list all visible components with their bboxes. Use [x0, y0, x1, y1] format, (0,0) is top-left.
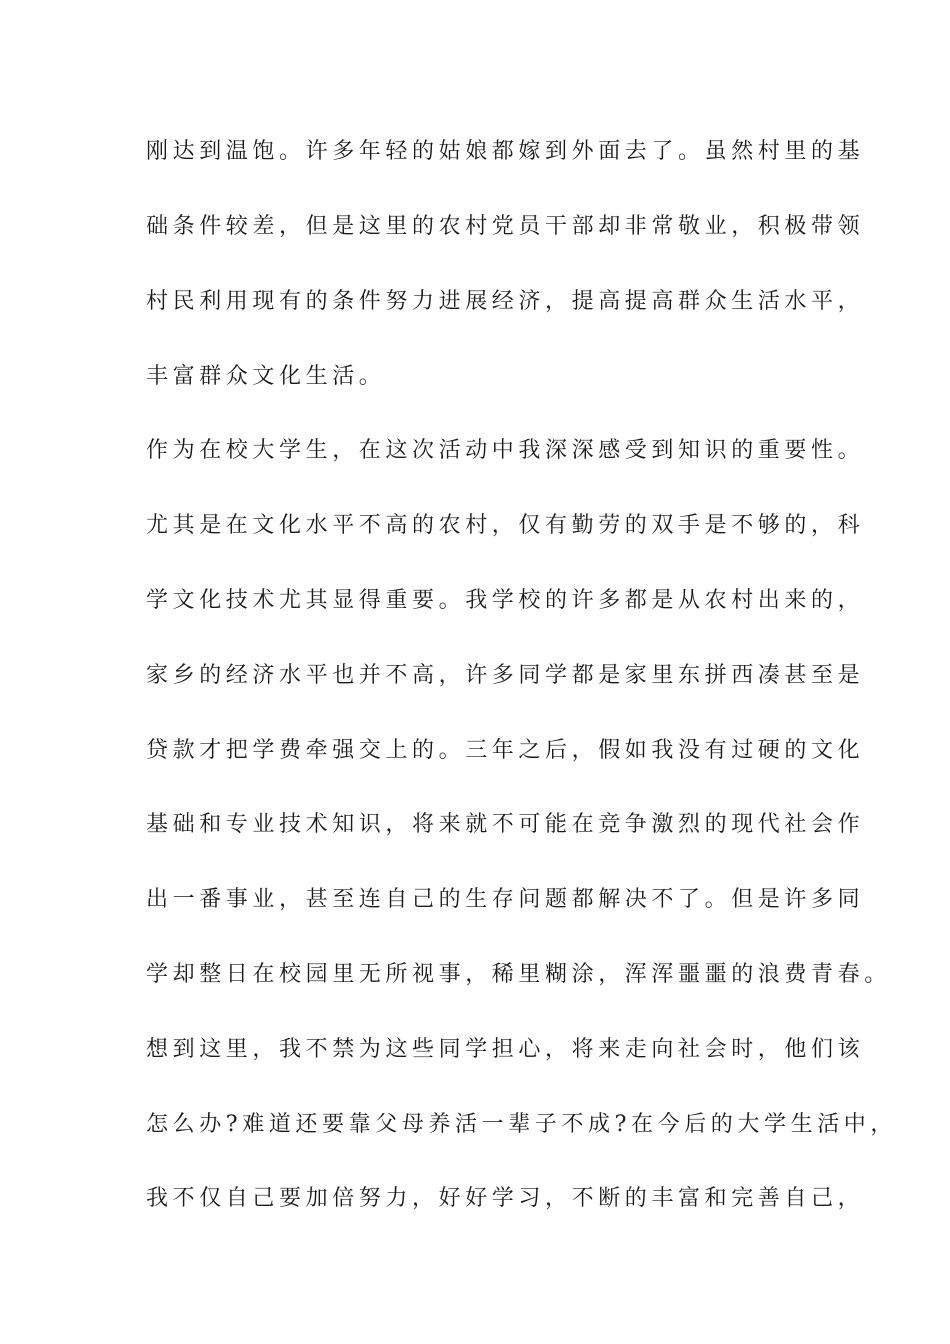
text-line: 作为在校大学生，在这次活动中我深深感受到知识的重要性。	[146, 438, 865, 463]
text-line: 村民利用现有的条件努力进展经济，提高提高群众生活水平，	[146, 289, 865, 314]
text-line: 想到这里，我不禁为这些同学担心，将来走向社会时，他们该	[146, 1037, 865, 1062]
text-line: 家乡的经济水平也并不高，许多同学都是家里东拼西凑甚至是	[146, 663, 865, 688]
text-line: 刚达到温饱。许多年轻的姑娘都嫁到外面去了。虽然村里的基	[146, 139, 865, 164]
text-line: 学文化技术尤其显得重要。我学校的许多都是从农村出来的，	[146, 588, 865, 613]
text-line: 学却整日在校园里无所视事，稀里糊涂，浑浑噩噩的浪费青春。	[146, 962, 891, 987]
text-line: 我不仅自己要加倍努力，好好学习，不断的丰富和完善自己，	[146, 1186, 865, 1211]
text-line: 础条件较差，但是这里的农村党员干部却非常敬业，积极带领	[146, 214, 865, 239]
text-line: 丰富群众文化生活。	[146, 364, 386, 389]
text-line: 基础和专业技术知识，将来就不可能在竞争激烈的现代社会作	[146, 812, 865, 837]
text-line: 尤其是在文化水平不高的农村，仅有勤劳的双手是不够的，科	[146, 513, 865, 538]
text-line: 怎么办?难道还要靠父母养活一辈子不成?在今后的大学生活中，	[146, 1112, 897, 1137]
text-line: 出一番事业，甚至连自己的生存问题都解决不了。但是许多同	[146, 887, 865, 912]
text-line: 贷款才把学费牵强交上的。三年之后，假如我没有过硬的文化	[146, 738, 865, 763]
